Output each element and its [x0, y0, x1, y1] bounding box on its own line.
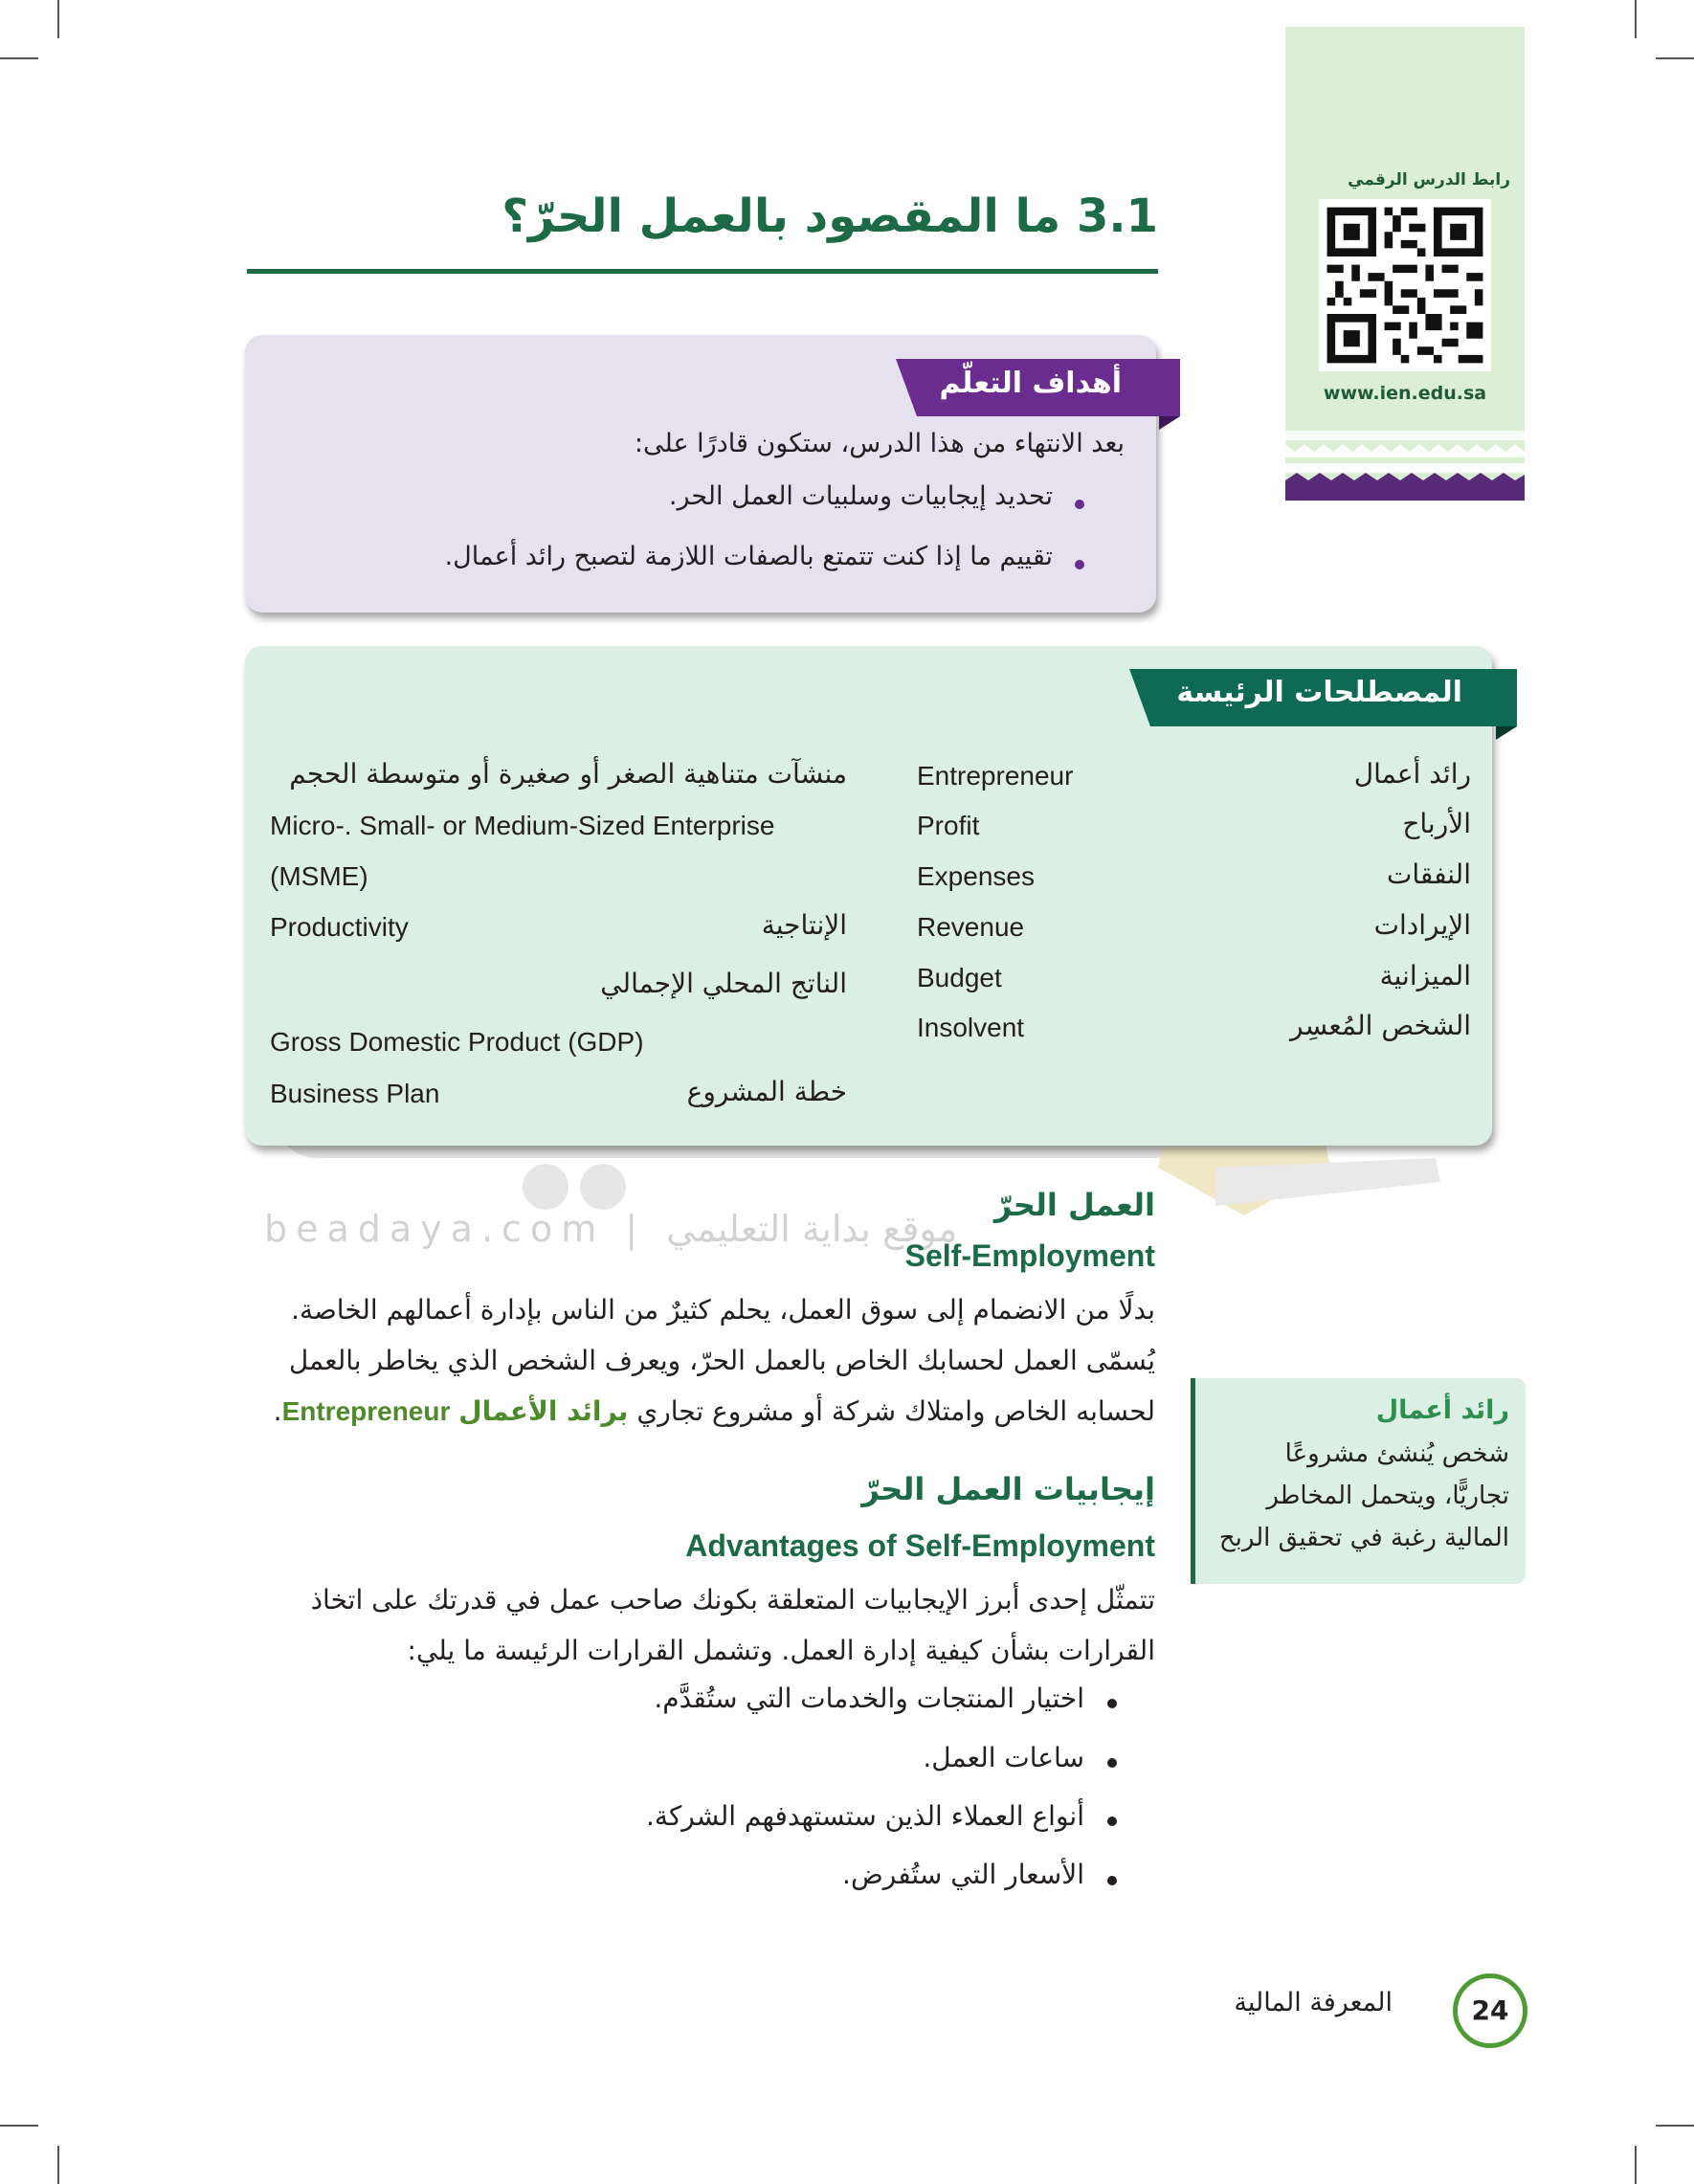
tab-fold: [1159, 416, 1180, 430]
section-heading-en: Self-Employment: [904, 1238, 1155, 1273]
term-en: Revenue: [917, 912, 1025, 942]
term-ar: الميزانية: [1379, 960, 1471, 992]
paragraph-line: [274, 1395, 1155, 1427]
crop-mark: [57, 2146, 59, 2184]
term-en: Productivity: [270, 912, 409, 942]
term-en: Business Plan: [270, 1079, 440, 1108]
learning-goal-item: تقييم ما إذا كنت تتمتع بالصفات اللازمة لتصبح رائد أعمال.: [444, 542, 1053, 571]
crop-mark: [1635, 0, 1637, 38]
crop-mark: [57, 0, 59, 38]
crop-mark: [1656, 57, 1694, 59]
learning-goal-item: تحديد إيجابيات وسلبيات العمل الحر.: [668, 481, 1053, 511]
learning-goals-intro: بعد الانتهاء من هذا الدرس، ستكون قادرًا على:: [634, 429, 1125, 458]
term-ar: الأرباح: [1402, 808, 1471, 839]
definition-line: شخص يُنشئ مشروعًا: [1284, 1439, 1509, 1468]
page-number: 24: [1453, 1973, 1527, 2048]
highlight-term-en: Entrepreneur: [281, 1396, 451, 1426]
list-item: اختيار المنتجات والخدمات التي ستُقدَّم.: [654, 1683, 1084, 1714]
term-ar: الإنتاجية: [761, 909, 847, 941]
term-en: Entrepreneur: [917, 761, 1074, 791]
term-ar: الإيرادات: [1373, 909, 1471, 941]
digital-lesson-label: رابط الدرس الرقمي: [1348, 170, 1510, 189]
term-ar: خطة المشروع: [686, 1076, 847, 1107]
paragraph-text: .: [273, 1395, 282, 1427]
term-en: Gross Domestic Product (GDP): [270, 1027, 644, 1057]
term-en: Profit: [917, 811, 980, 840]
decorative-pattern: [1285, 431, 1525, 501]
crop-mark: [1635, 2146, 1637, 2184]
learning-goals-heading: أهداف التعلّم: [939, 367, 1122, 400]
crop-mark: [1656, 2125, 1694, 2127]
key-terms-heading: المصطلحات الرئيسة: [1176, 676, 1462, 709]
bullet-icon: [1107, 1758, 1117, 1768]
term-en: Expenses: [917, 861, 1035, 891]
definition-bar: [1191, 1378, 1195, 1584]
section-heading-ar: العمل الحرّ: [993, 1187, 1155, 1223]
term-ar: منشآت متناهية الصغر أو صغيرة أو متوسطة الحجم: [289, 758, 847, 790]
paragraph-line: يُسمّى العمل لحسابك الخاص بالعمل الحرّ، ويعرف الشخص الذي يخاطر بالعمل: [288, 1345, 1155, 1376]
website-url[interactable]: www.ien.edu.sa: [1323, 383, 1487, 404]
bullet-icon: [1107, 1816, 1117, 1826]
definition-title: رائد أعمال: [1375, 1395, 1509, 1425]
list-item: أنواع العملاء الذين ستستهدفهم الشركة.: [646, 1800, 1084, 1832]
crop-mark: [0, 2125, 38, 2127]
paragraph-line: القرارات بشأن كيفية إدارة العمل. وتشمل القرارات الرئيسة ما يلي:: [407, 1635, 1155, 1666]
crop-mark: [0, 57, 38, 59]
page-title: 3.1 ما المقصود بالعمل الحرّ؟: [502, 189, 1158, 243]
section-heading-ar: إيجابيات العمل الحرّ: [861, 1471, 1155, 1507]
bullet-icon: [1107, 1699, 1117, 1708]
bullet-icon: [1107, 1876, 1117, 1885]
bullet-icon: [1075, 560, 1084, 569]
section-heading-en: Advantages of Self-Employment: [685, 1528, 1155, 1563]
paragraph-line: بدلًا من الانضمام إلى سوق العمل، يحلم كثيرٌ من الناس بإدارة أعمالهم الخاصة.: [291, 1294, 1155, 1326]
highlight-term-ar: برائد الأعمال: [458, 1395, 629, 1427]
watermark-text: beadaya.com | موقع بداية التعليمي: [264, 1208, 958, 1250]
term-ar: الناتج المحلي الإجمالي: [600, 968, 847, 999]
book-title: المعرفة المالية: [1234, 1988, 1393, 2017]
list-item: ساعات العمل.: [923, 1742, 1084, 1773]
term-ar: النفقات: [1387, 858, 1471, 890]
term-en: Insolvent: [917, 1013, 1025, 1042]
definition-line: المالية رغبة في تحقيق الربح: [1218, 1524, 1509, 1552]
term-en: Micro-. Small- or Medium-Sized Enterprise: [270, 811, 775, 840]
term-ar: الشخص المُعسِر: [1290, 1010, 1471, 1041]
paragraph-text: لحسابه الخاص وامتلاك شركة أو مشروع تجاري: [628, 1395, 1155, 1427]
term-en: (MSME): [270, 861, 368, 891]
term-en: Budget: [917, 963, 1002, 992]
paragraph-line: تتمثّل إحدى أبرز الإيجابيات المتعلقة بكونك صاحب عمل في قدرتك على اتخاذ: [310, 1584, 1155, 1616]
qr-code-icon[interactable]: [1319, 199, 1491, 371]
title-underline: [247, 269, 1158, 274]
term-ar: رائد أعمال: [1353, 758, 1471, 790]
list-item: الأسعار التي ستُفرض.: [842, 1859, 1084, 1890]
bullet-icon: [1075, 500, 1084, 509]
definition-line: تجاريًّا، ويتحمل المخاطر: [1266, 1482, 1509, 1510]
tab-fold: [1496, 726, 1517, 740]
digital-lesson-panel: [1285, 27, 1525, 501]
